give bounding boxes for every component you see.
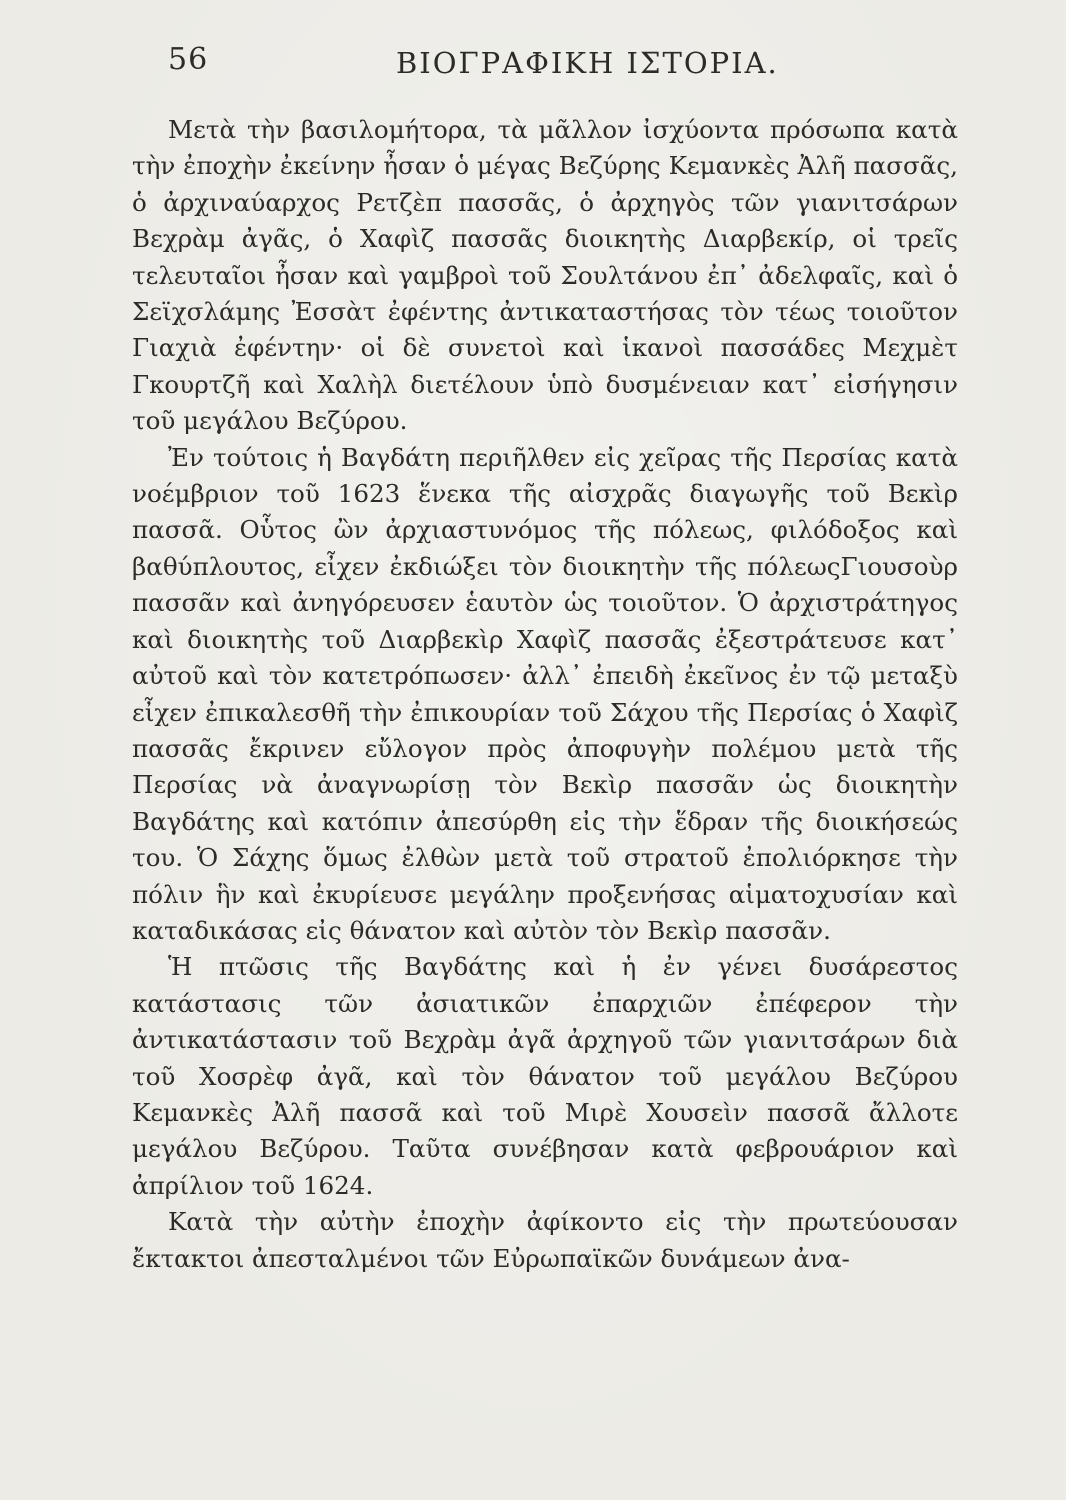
page-header [168, 36, 988, 86]
paragraph: Ἐν τούτοις ἡ Βαγδάτη περιῆλθεν εἰς χεῖρας τῆς Περσίας κατὰ νοέμβριον τοῦ 1623 ἕνεκα τῆς αἰσχρᾶς διαγωγῆς τοῦ Βεκὶρ πασσᾶ. Οὗτος ὢν ἀρχιαστυνόμος τῆς πόλεως, φιλόδοξος καὶ βαθύπλουτος, εἶχεν ἐκδιώξει τὸν διοικητὴν τῆς πόλεωςΓιουσοὺρ πασσᾶν καὶ ἀνηγόρευσεν ἑαυτὸν ὡς τοιοῦτον. Ὁ ἀρχιστράτηγος καὶ διοικητὴς τοῦ Διαρβεκὶρ Χαφὶζ πασσᾶς ἐξεστράτευσε κατ᾽ αὐτοῦ καὶ τὸν κατετρόπωσεν· ἀλλ᾽ ἐπειδὴ ἐκεῖνος ἐν τῷ μεταξὺ εἶχεν ἐπικαλεσθῆ τὴν ἐπικουρίαν τοῦ Σάχου τῆς Περσίας ὁ Χαφὶζ πασσᾶς ἔκρινεν εὔλογον πρὸς ἀποφυγὴν πολέμου μετὰ τῆς Περσίας νὰ ἀναγνωρίσῃ τὸν Βεκὶρ πασσᾶν ὡς διοικητὴν Βαγδάτης καὶ κατόπιν ἀπεσύρθη εἰς τὴν ἕδραν τῆς διοικήσεώς του. Ὁ Σάχης ὅμως ἐλθὼν μετὰ τοῦ στρατοῦ ἐπολιόρκησε τὴν πόλιν ἣν καὶ ἐκυρίευσε μεγάλην προξενήσας αἱματοχυσίαν καὶ καταδικάσας εἰς θάνατον καὶ αὐτὸν τὸν Βεκὶρ πασσᾶν. [132, 442, 958, 945]
paragraph: Ἡ πτῶσις τῆς Βαγδάτης καὶ ἡ ἐν γένει δυσάρεστος κατάστασις τῶν ἀσιατικῶν ἐπαρχιῶν ἐπέφερον τὴν ἀντικατάστασιν τοῦ Βεχρὰμ ἀγᾶ ἀρχηγοῦ τῶν γιανιτσάρων διὰ τοῦ Χοσρὲφ ἀγᾶ, καὶ τὸν θάνατον τοῦ μεγάλου Βεζύρου Κεμανκὲς Ἀλῆ πασσᾶ καὶ τοῦ Μιρὲ Χουσεὶν πασσᾶ ἄλλοτε μεγάλου Βεζύρου. Ταῦτα συνέβησαν κατὰ φεβρουάριον καὶ ἀπρίλιον τοῦ 1624. [132, 952, 958, 1200]
body-text [132, 112, 958, 1277]
paragraph: Κατὰ τὴν αὐτὴν ἐποχὴν ἀφίκοντο εἰς τὴν πρωτεύουσαν ἔκτακτοι ἀπεσταλμένοι τῶν Εὐρωπαϊκῶν δυνάμεων ἀνα- [132, 1207, 958, 1273]
page-number: 56 [168, 42, 209, 77]
paragraph: Μετὰ τὴν βασιλομήτορα, τὰ μᾶλλον ἰσχύοντα πρόσωπα κατὰ τὴν ἐποχὴν ἐκείνην ἦσαν ὁ μέγας Βεζύρης Κεμανκὲς Ἀλῆ πασσᾶς, ὁ ἀρχιναύαρχος Ρετζὲπ πασσᾶς, ὁ ἀρχηγὸς τῶν γιανιτσάρων Βεχρὰμ ἀγᾶς, ὁ Χαφὶζ πασσᾶς διοικητὴς Διαρβεκίρ, οἱ τρεῖς τελευταῖοι ἦσαν καὶ γαμβροὶ τοῦ Σουλτάνου ἐπ᾽ ἀδελφαῖς, καὶ ὁ Σεϊχσλάμης Ἐσσὰτ ἐφέντης ἀντικαταστήσας τὸν τέως τοιοῦτον Γιαχιὰ ἐφέντην· οἱ δὲ συνετοὶ καὶ ἱκανοὶ πασσάδες Μεχμὲτ Γκουρτζῆ καὶ Χαλὴλ διετέλουν ὑπὸ δυσμένειαν κατ᾽ εἰσήγησιν τοῦ μεγάλου Βεζύρου. [132, 115, 958, 436]
running-title: ΒΙΟΓΡΑΦΙΚΗ ΙΣΤΟΡΙΑ. [396, 46, 779, 80]
